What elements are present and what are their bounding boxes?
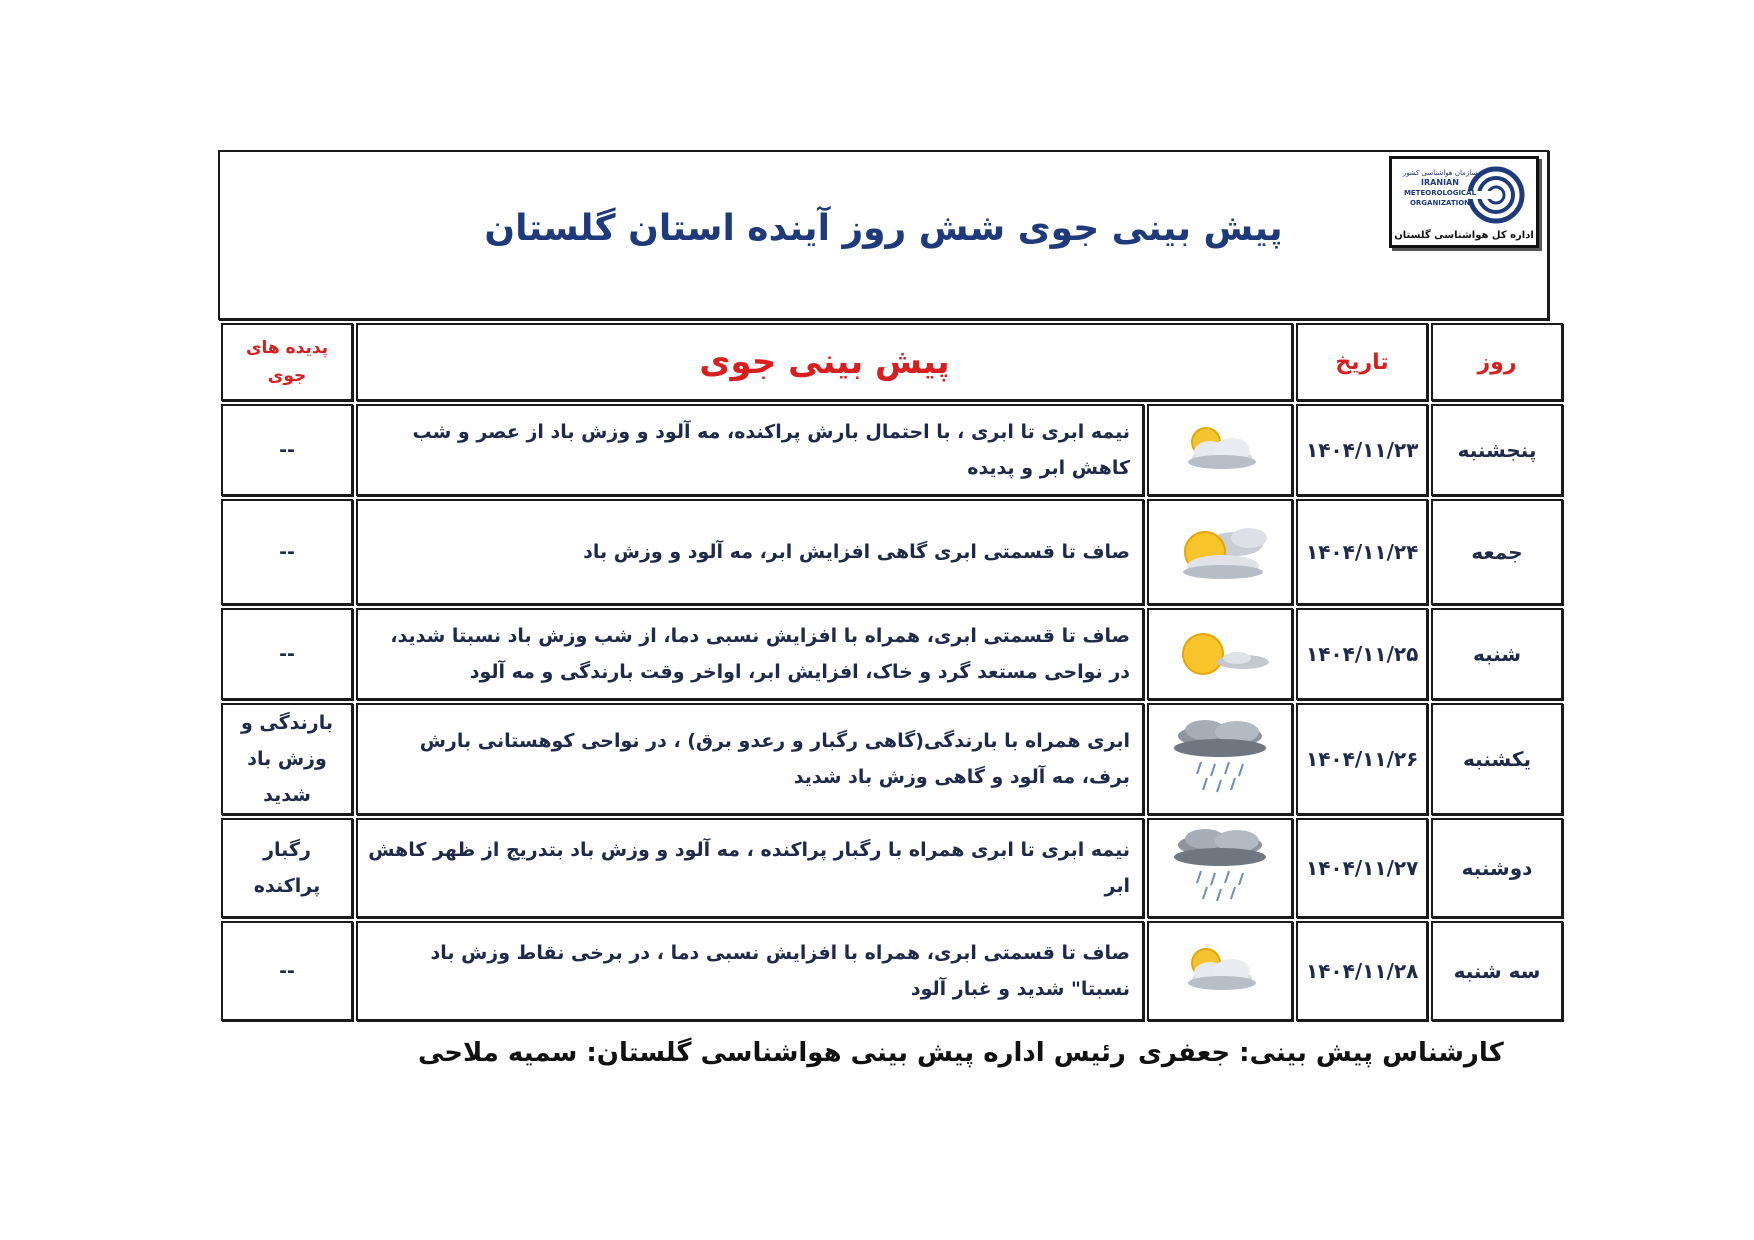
forecast-table bbox=[218, 320, 1566, 1024]
header-hazards: پدیده های جوی bbox=[221, 323, 353, 401]
date-cell: ۱۴۰۴/۱۱/۲۶ bbox=[1296, 703, 1428, 815]
forecast-description: صاف تا قسمتی ابری، همراه با افزایش نسبی دما، از شب وزش باد نسبتا شدید، در نواحی مستعد گرد و خاک، افزایش ابر، اواخر وقت بارندگی و مه آلود bbox=[356, 608, 1144, 700]
forecast-description: نیمه ابری تا ابری ، با احتمال بارش پراکنده، مه آلود و وزش باد از عصر و شب کاهش ابر و پدیده bbox=[356, 404, 1144, 496]
logo-caption: اداره کل هواشناسی گلستان bbox=[1394, 230, 1534, 241]
hazard-cell: -- bbox=[221, 499, 353, 605]
forecast-description: صاف تا قسمتی ابری گاهی افزایش ابر، مه آلود و وزش باد bbox=[356, 499, 1144, 605]
header-date: تاریخ bbox=[1296, 323, 1428, 401]
forecast-expert-signature: کارشناس پیش بینی: جعفری bbox=[1138, 1038, 1504, 1068]
table-row bbox=[221, 499, 1563, 605]
day-cell: دوشنبه bbox=[1431, 818, 1563, 918]
date-cell: ۱۴۰۴/۱۱/۲۳ bbox=[1296, 404, 1428, 496]
table-row bbox=[221, 818, 1563, 918]
logo-line-4: ORGANIZATION bbox=[1409, 199, 1471, 207]
logo-line-2: IRANIAN bbox=[1421, 178, 1459, 187]
logo-line-3: METEOROLOGICAL bbox=[1403, 189, 1477, 197]
weather-icon-cell bbox=[1147, 608, 1293, 700]
day-cell: سه شنبه bbox=[1431, 921, 1563, 1021]
hazard-cell: رگبار پراکنده bbox=[221, 818, 353, 918]
header-forecast: پیش بینی جوی bbox=[356, 323, 1293, 401]
department-head-signature: رئیس اداره پیش بینی هواشناسی گلستان: سمیه ملاحی bbox=[418, 1038, 1126, 1068]
partly-cloudy-icon bbox=[1170, 939, 1270, 1003]
logo-line-1: سازمان هواشناسی کشور bbox=[1402, 169, 1478, 177]
hazard-cell: -- bbox=[221, 921, 353, 1021]
date-cell: ۱۴۰۴/۱۱/۲۴ bbox=[1296, 499, 1428, 605]
hazard-cell: -- bbox=[221, 608, 353, 700]
weather-icon-cell bbox=[1147, 499, 1293, 605]
page-title: پیش بینی جوی شش روز آینده استان گلستان bbox=[484, 208, 1283, 249]
table-row bbox=[221, 608, 1563, 700]
partly-cloudy-icon bbox=[1170, 418, 1270, 482]
day-cell: شنبه bbox=[1431, 608, 1563, 700]
rain-cloud-icon bbox=[1165, 714, 1275, 804]
sun-small-cloud-icon bbox=[1165, 622, 1275, 686]
day-cell: یکشنبه bbox=[1431, 703, 1563, 815]
sun-behind-cloud-icon bbox=[1165, 516, 1275, 588]
hazard-cell: بارندگی و وزش باد شدید bbox=[221, 703, 353, 815]
date-cell: ۱۴۰۴/۱۱/۲۵ bbox=[1296, 608, 1428, 700]
title-box bbox=[218, 150, 1549, 320]
date-cell: ۱۴۰۴/۱۱/۲۷ bbox=[1296, 818, 1428, 918]
table-row bbox=[221, 404, 1563, 496]
table-row bbox=[221, 703, 1563, 815]
weather-icon-cell bbox=[1147, 818, 1293, 918]
weather-icon-cell bbox=[1147, 703, 1293, 815]
logo-emblem-icon bbox=[1400, 163, 1528, 231]
day-cell: پنجشنبه bbox=[1431, 404, 1563, 496]
meteorological-organization-logo bbox=[1389, 156, 1539, 248]
forecast-description: صاف تا قسمتی ابری، همراه با افزایش نسبی دما ، در برخی نقاط وزش باد نسبتا" شدید و غبار آلود bbox=[356, 921, 1144, 1021]
hazard-cell: -- bbox=[221, 404, 353, 496]
date-cell: ۱۴۰۴/۱۱/۲۸ bbox=[1296, 921, 1428, 1021]
forecast-description: نیمه ابری تا ابری همراه با رگبار پراکنده ، مه آلود و وزش باد بتدریج از ظهر کاهش ابر bbox=[356, 818, 1144, 918]
forecast-description: ابری همراه با بارندگی(گاهی رگبار و رعدو برق) ، در نواحی کوهستانی بارش برف، مه آلود و گاهی وزش باد شدید bbox=[356, 703, 1144, 815]
table-row bbox=[221, 921, 1563, 1021]
rain-cloud-icon bbox=[1165, 825, 1275, 911]
table-header-row bbox=[221, 323, 1563, 401]
header-day: روز bbox=[1431, 323, 1563, 401]
day-cell: جمعه bbox=[1431, 499, 1563, 605]
weather-icon-cell bbox=[1147, 404, 1293, 496]
weather-icon-cell bbox=[1147, 921, 1293, 1021]
